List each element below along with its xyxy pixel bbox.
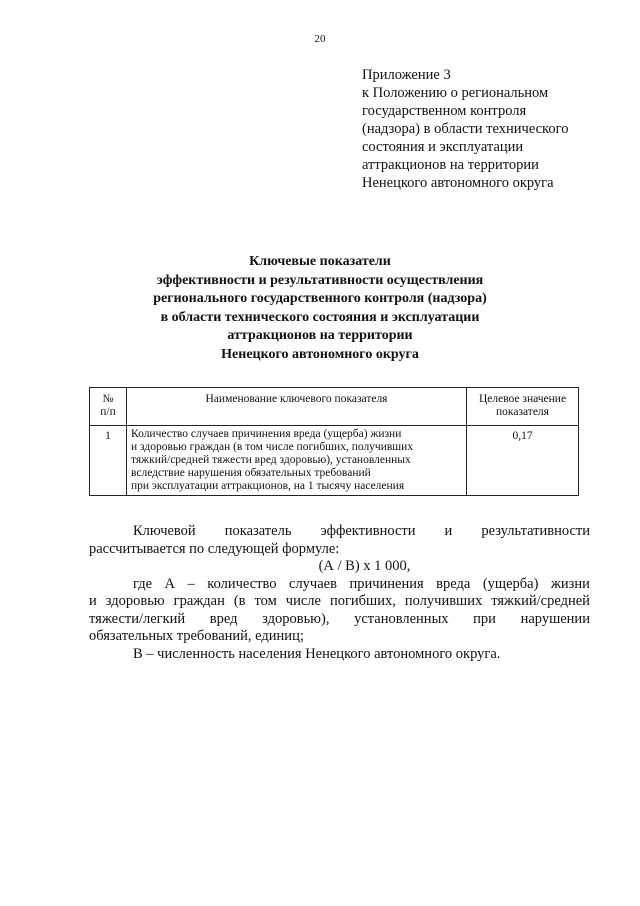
appendix-line: Приложение 3 bbox=[362, 67, 451, 83]
where-line-4: обязательных требований, единиц; bbox=[89, 628, 304, 644]
word: А bbox=[164, 575, 176, 592]
header-target-line2: показателя bbox=[496, 406, 549, 418]
body-line-1 bbox=[89, 523, 590, 541]
word: тяжести/легкий bbox=[89, 610, 186, 627]
indicator-line: при эксплуатации аттракционов, на 1 тысячу населения bbox=[131, 480, 405, 492]
where-line-3 bbox=[89, 611, 590, 629]
indicator-line: тяжкий/средней тяжести вред здоровью), установленных bbox=[131, 454, 411, 466]
appendix-line: состояния и эксплуатации bbox=[362, 139, 524, 155]
appendix-line: Ненецкого автономного округа bbox=[362, 175, 554, 191]
body-text bbox=[89, 523, 590, 663]
appendix-note bbox=[362, 66, 568, 192]
title-line: Ненецкого автономного округа bbox=[221, 346, 419, 362]
word: где bbox=[133, 575, 153, 592]
word: вреда bbox=[436, 575, 471, 592]
row-indicator-name bbox=[127, 426, 467, 496]
header-indicator-label: Наименование ключевого показателя bbox=[205, 393, 388, 405]
row-number: 1 bbox=[90, 426, 127, 496]
appendix-line: государственном контроля bbox=[362, 103, 527, 119]
header-target-line1: Целевое значение bbox=[478, 393, 567, 405]
title-line: в области технического состояния и эксплуатации bbox=[160, 309, 480, 325]
word: причинения bbox=[349, 575, 424, 592]
word: (ущерба) bbox=[482, 575, 539, 592]
word: числе bbox=[285, 593, 321, 609]
word: установленных bbox=[354, 610, 449, 627]
document-title bbox=[0, 253, 640, 364]
indicator-line: вследствие нарушения обязательных требований bbox=[131, 467, 371, 479]
word: случаев bbox=[289, 575, 337, 592]
word: и bbox=[444, 523, 453, 539]
b-definition-line: В – численность населения Ненецкого автономного округа. bbox=[133, 645, 501, 662]
kpi-table bbox=[89, 387, 579, 496]
word: погибших, bbox=[329, 593, 396, 609]
word: тяжкий/средней bbox=[491, 593, 590, 609]
word: Ключевой bbox=[133, 523, 196, 539]
word: и bbox=[89, 593, 97, 609]
header-indicator-name bbox=[127, 388, 467, 426]
word: эффективности bbox=[320, 523, 416, 539]
title-line: регионального государственного контроля (надзора) bbox=[153, 291, 487, 306]
appendix-line: (надзора) в области технического bbox=[362, 121, 569, 137]
word: здоровью), bbox=[262, 610, 330, 627]
page-number: 20 bbox=[314, 33, 326, 45]
word: количество bbox=[207, 575, 277, 592]
header-number-line1: № bbox=[102, 393, 114, 405]
title-line: аттракционов на территории bbox=[227, 328, 413, 343]
title-line: эффективности и результативности осуществления bbox=[156, 272, 484, 288]
word: жизни bbox=[550, 575, 590, 592]
indicator-line: Количество случаев причинения вреда (ущерба) жизни bbox=[131, 428, 402, 440]
word: результативности bbox=[481, 523, 590, 539]
word: – bbox=[187, 575, 195, 592]
indicator-line: и здоровью граждан (в том числе погибших, получивших bbox=[131, 441, 414, 453]
formula: (А / В) х 1 000, bbox=[318, 558, 411, 574]
word: показатель bbox=[224, 523, 292, 539]
appendix-line: аттракционов на территории bbox=[362, 157, 539, 173]
header-number bbox=[90, 388, 127, 426]
word: нарушении bbox=[520, 610, 590, 627]
where-line-2 bbox=[89, 593, 590, 611]
appendix-line: к Положению о региональном bbox=[362, 85, 549, 101]
where-line-1 bbox=[89, 576, 590, 594]
word: при bbox=[473, 610, 496, 627]
row-target-value: 0,17 bbox=[467, 426, 579, 496]
word: получивших bbox=[404, 593, 483, 609]
table-row bbox=[90, 426, 579, 496]
header-target-value bbox=[467, 388, 579, 426]
table-header-row bbox=[90, 388, 579, 426]
word: (в bbox=[233, 593, 246, 609]
word: вред bbox=[209, 610, 238, 627]
body-line-2: рассчитывается по следующей формуле: bbox=[89, 540, 340, 557]
word: том bbox=[254, 593, 277, 609]
word: здоровью bbox=[105, 593, 165, 609]
word: граждан bbox=[173, 593, 225, 609]
title-line: Ключевые показатели bbox=[249, 254, 391, 269]
header-number-line2: п/п bbox=[100, 406, 116, 418]
